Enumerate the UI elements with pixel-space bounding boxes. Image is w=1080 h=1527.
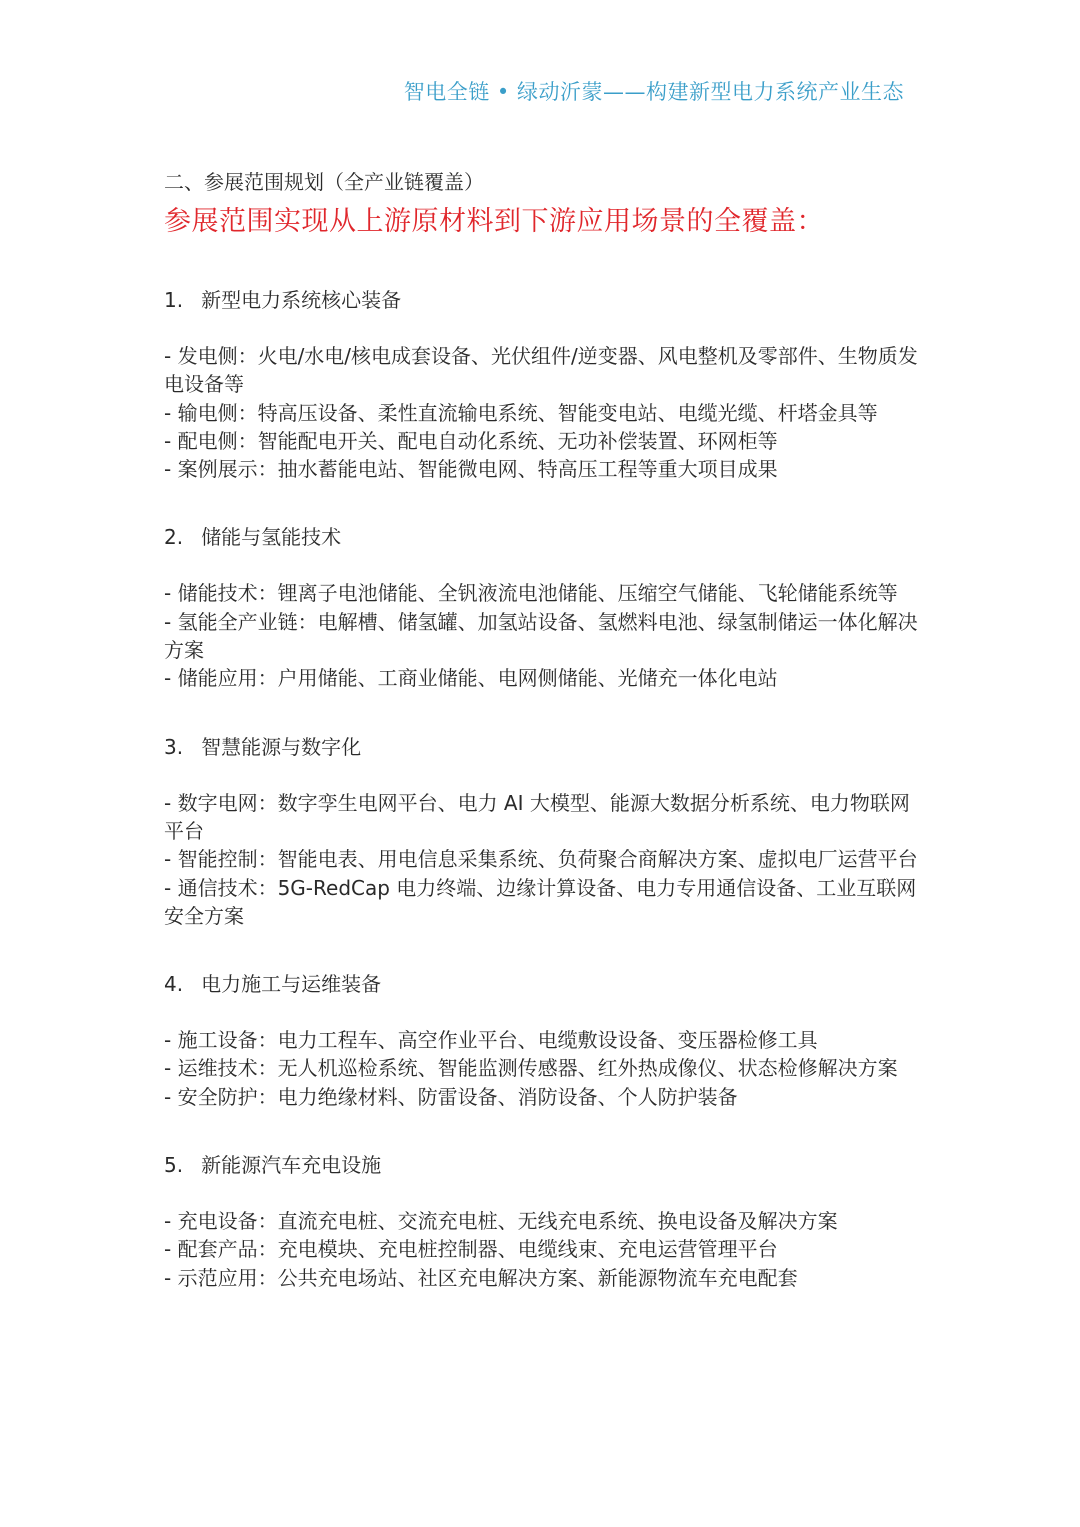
category-title — [164, 733, 924, 761]
category-item-list — [164, 579, 924, 692]
highlight-title: 参展范围实现从上游原材料到下游应用场景的全覆盖： — [164, 206, 824, 237]
category-title — [164, 970, 924, 998]
category-item: - 智能控制：智能电表、用电信息采集系统、负荷聚合商解决方案、虚拟电厂运营平台 — [164, 847, 918, 872]
category-number: 1. — [164, 288, 184, 312]
document-content — [164, 168, 924, 1308]
category-item-list — [164, 1207, 924, 1292]
category-title-text: 电力施工与运维装备 — [201, 972, 382, 997]
category-item-list — [164, 1026, 924, 1111]
category-number: 5. — [164, 1153, 184, 1178]
category-title — [164, 286, 924, 314]
category-item: - 安全防护：电力绝缘材料、防雷设备、消防设备、个人防护装备 — [164, 1084, 738, 1109]
category-title — [164, 1151, 924, 1179]
category-item: - 储能应用：户用储能、工商业储能、电网侧储能、光储充一体化电站 — [164, 666, 778, 691]
category-list — [164, 286, 924, 1292]
category-title-text: 智慧能源与数字化 — [201, 734, 362, 759]
category-item: - 数字电网：数字孪生电网平台、电力 AI 大模型、能源大数据分析系统、电力物联网平台 — [164, 790, 910, 843]
category-number: 3. — [164, 734, 184, 759]
category-item: - 发电侧：火电/水电/核电成套设备、光伏组件/逆变器、风电整机及零部件、生物质发电设备等 — [164, 344, 918, 397]
category-item: - 氢能全产业链：电解槽、储氢罐、加氢站设备、氢燃料电池、绿氢制储运一体化解决方案 — [164, 609, 918, 663]
category-title — [164, 523, 924, 551]
category-item: - 案例展示：抽水蓄能电站、智能微电网、特高压工程等重大项目成果 — [164, 457, 778, 482]
category-item: - 运维技术：无人机巡检系统、智能监测传感器、红外热成像仪、状态检修解决方案 — [164, 1056, 898, 1081]
page-header-title: 智电全链 • 绿动沂蒙——构建新型电力系统产业生态 — [403, 80, 904, 104]
category-block — [164, 286, 924, 483]
category-item: - 输电侧：特高压设备、柔性直流输电系统、智能变电站、电缆光缆、杆塔金具等 — [164, 400, 878, 425]
category-item-list — [164, 342, 924, 483]
category-item-list — [164, 789, 924, 930]
category-item: - 充电设备：直流充电桩、交流充电桩、无线充电系统、换电设备及解决方案 — [164, 1209, 838, 1234]
category-number: 2. — [164, 525, 184, 550]
category-item: - 配电侧：智能配电开关、配电自动化系统、无功补偿装置、环网柜等 — [164, 428, 778, 453]
category-title-text: 储能与氢能技术 — [201, 525, 342, 550]
category-title-text: 新型电力系统核心装备 — [201, 288, 402, 312]
category-block — [164, 970, 924, 1111]
category-item: - 储能技术：锂离子电池储能、全钒液流电池储能、压缩空气储能、飞轮储能系统等 — [164, 581, 898, 606]
category-block — [164, 523, 924, 692]
category-title-text: 新能源汽车充电设施 — [201, 1153, 382, 1178]
category-number: 4. — [164, 972, 184, 997]
category-item: - 通信技术：5G-RedCap 电力终端、边缘计算设备、电力专用通信设备、工业互联网安全方案 — [164, 875, 917, 928]
category-block — [164, 1151, 924, 1292]
category-item: - 施工设备：电力工程车、高空作业平台、电缆敷设设备、变压器检修工具 — [164, 1028, 818, 1053]
section-heading: 二、参展范围规划（全产业链覆盖） — [164, 170, 484, 194]
category-item: - 示范应用：公共充电场站、社区充电解决方案、新能源物流车充电配套 — [164, 1265, 798, 1290]
category-item: - 配套产品：充电模块、充电桩控制器、电缆线束、充电运营管理平台 — [164, 1237, 778, 1262]
category-block — [164, 733, 924, 930]
